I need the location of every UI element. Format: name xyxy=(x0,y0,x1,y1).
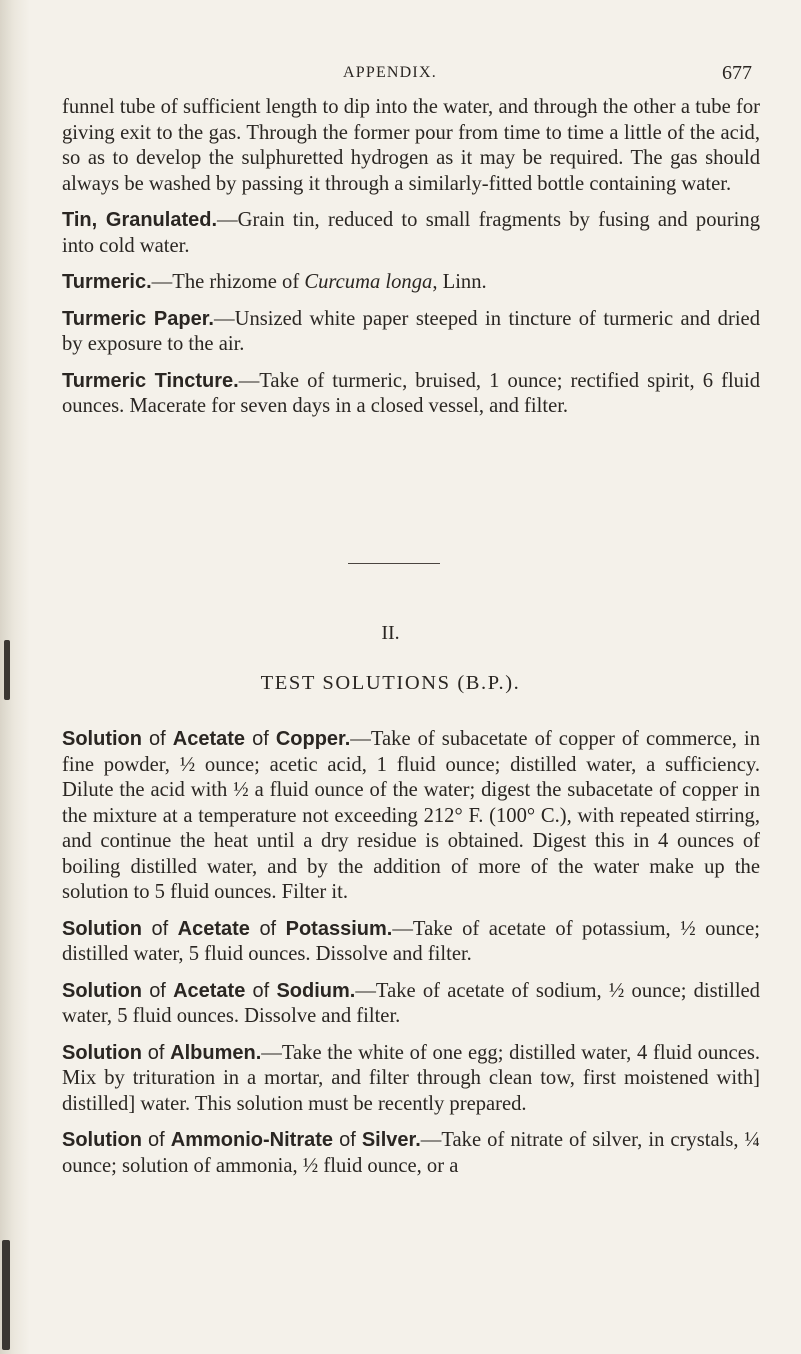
paragraph-text: —Take of turmeric, bruised, 1 ounce; rectified spirit, 6 fluid ounces. Macerate for seven days in a closed vessel, and filter. xyxy=(62,369,760,417)
paragraph-text: funnel tube of sufficient length to dip into the water, and through the other a tube for giving exit to the gas. Through the former pour from time to time a little of the acid, so as to develop the sulphuretted hydrogen as it may be required. The gas should always be washed by passing it through a similarly-fitted bottle containing water. xyxy=(62,96,760,195)
entry-term: Solution xyxy=(62,979,142,1002)
entry-term: Acetate xyxy=(177,917,250,940)
entry-term-of: of xyxy=(339,1129,356,1151)
entry-term: Sodium. xyxy=(276,979,356,1002)
entry-term: Turmeric Paper. xyxy=(62,307,214,330)
latin-name: Curcuma longa xyxy=(304,271,433,293)
entry-term: Solution xyxy=(62,728,142,750)
solution-text: —Take of subacetate of copper of commerce, in fine powder, ½ ounce; acetic acid, 1 fluid ounce; distilled water, a sufficiency. Dilute the acid with ½ a fluid ounce of the water; digest the subacetate of copper in the mixture at a temperature not exceeding 212° F. (100° C.), with repeated stirring, and continue the heat until a dry residue is obtained. Digest this in 4 ounces of boiling distilled water, and by the addition of more of the water make up the solution to 5 fluid ounces. Filter it. xyxy=(62,728,760,903)
running-head xyxy=(0,64,801,86)
binding-mark xyxy=(2,1240,10,1350)
paragraph-text: —The rhizome of xyxy=(151,271,305,293)
entry-term-of: of xyxy=(149,979,166,1002)
entry-term-of: of xyxy=(151,917,169,940)
solution-entry xyxy=(62,727,760,906)
entry-term: Turmeric Tincture. xyxy=(62,369,239,392)
page-number: 677 xyxy=(722,62,752,84)
entry-term: Solution xyxy=(62,917,142,940)
entry-term-of: of xyxy=(252,728,269,750)
solution-text: —Take the white of one egg; distilled water, 4 fluid ounces. Mix by trituration in a mortar, and filter through clean tow, first moistened with] distilled] water. This solution must be recently prepared. xyxy=(62,1041,761,1115)
section-number xyxy=(0,622,801,645)
running-title: APPENDIX. xyxy=(343,64,437,81)
entry-term: Solution xyxy=(62,1129,142,1151)
paragraph-text: —Grain tin, reduced to small fragments by fusing and pouring into cold water. xyxy=(62,209,761,257)
solution-text: —Take of acetate of potassium, ½ ounce; distilled water, 5 fluid ounces. Dissolve and filter. xyxy=(62,917,761,965)
solution-entry xyxy=(62,979,760,1030)
entry-term: Albumen. xyxy=(170,1041,262,1064)
entry-term-of: of xyxy=(149,728,166,750)
entry-term: Turmeric. xyxy=(62,271,152,293)
solution-entry xyxy=(62,917,760,968)
entry-term: Copper. xyxy=(275,728,351,750)
paragraph xyxy=(62,369,760,420)
paragraph xyxy=(62,270,760,296)
section-title xyxy=(0,672,801,695)
paragraph-text: —Unsized white paper steeped in tincture of turmeric and dried by exposure to the air. xyxy=(62,307,760,355)
section-title-text: TEST SOLUTIONS (B.P.). xyxy=(260,672,521,694)
section-number-text: II. xyxy=(381,622,400,644)
entry-term: Acetate xyxy=(173,979,246,1002)
solutions-list xyxy=(62,727,760,1190)
entry-term: Ammonio-Nitrate xyxy=(170,1129,334,1151)
section-divider xyxy=(348,563,440,564)
top-text-block xyxy=(62,95,760,431)
paragraph xyxy=(62,208,760,259)
solution-entry xyxy=(62,1041,760,1118)
paragraph xyxy=(62,307,760,358)
entry-term-of: of xyxy=(147,1041,165,1064)
entry-term-of: of xyxy=(252,979,270,1002)
entry-term-of: of xyxy=(148,1129,165,1151)
paragraph xyxy=(62,95,760,197)
solution-text: —Take of acetate of sodium, ½ ounce; distilled water, 5 fluid ounces. Dissolve and filter. xyxy=(62,979,760,1027)
entry-term: Acetate xyxy=(172,728,246,750)
solution-text: —Take of nitrate of silver, in crystals, ¼ ounce; solution of ammonia, ½ fluid ounce, or a xyxy=(62,1129,760,1177)
solution-entry xyxy=(62,1128,760,1179)
entry-term: Tin, Granulated. xyxy=(62,209,218,231)
entry-term: Solution xyxy=(62,1041,142,1064)
entry-term-of: of xyxy=(259,917,277,940)
paragraph-text: , Linn. xyxy=(432,271,487,293)
entry-term: Silver. xyxy=(361,1129,421,1151)
entry-term: Potassium. xyxy=(285,917,393,940)
